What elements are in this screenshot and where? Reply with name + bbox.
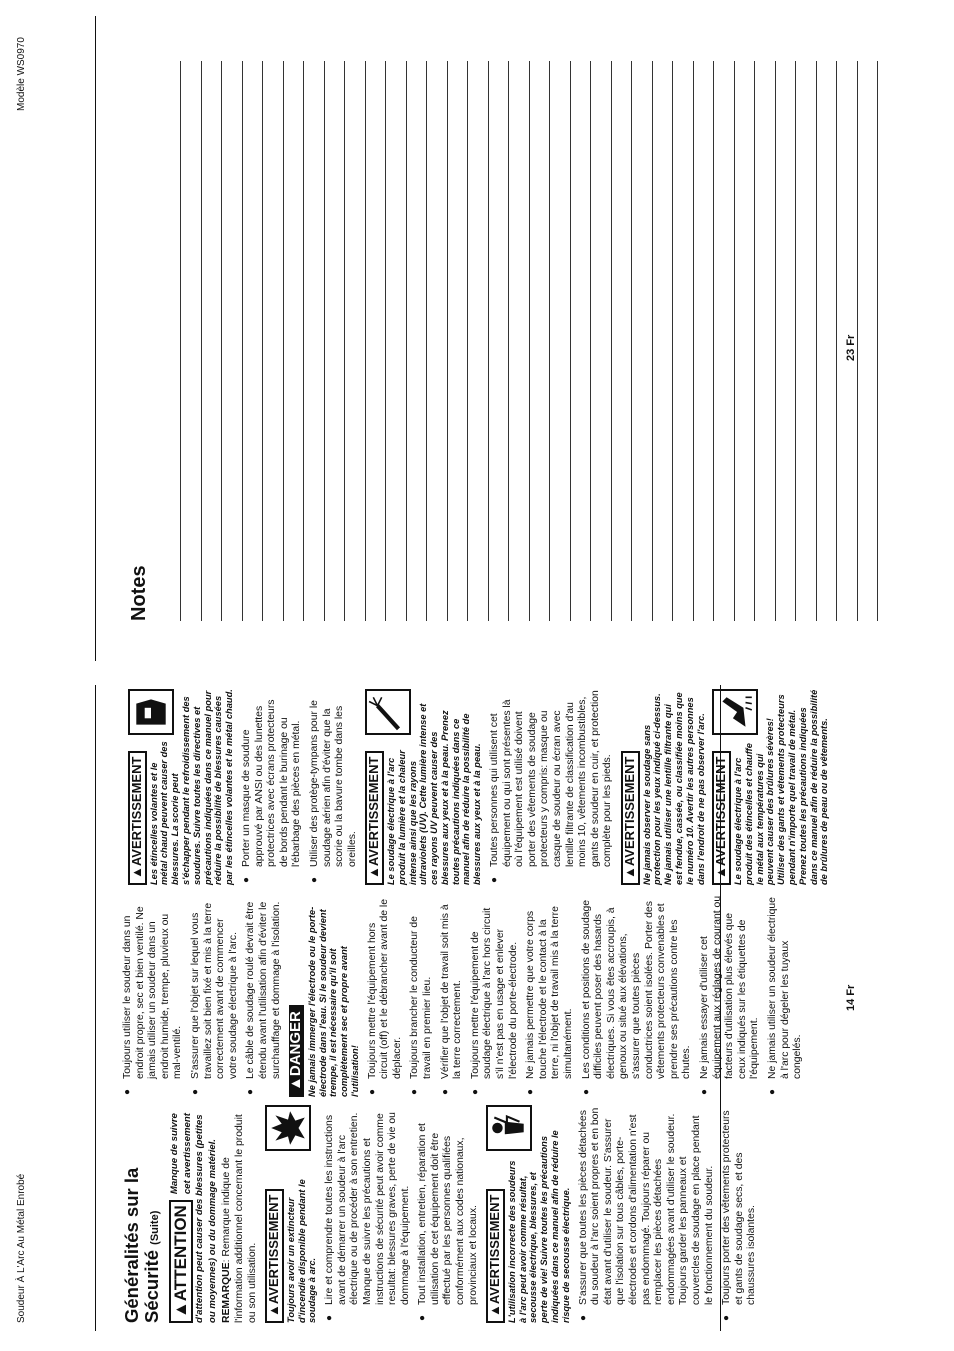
notes-rule-line <box>713 61 714 621</box>
warning-text: Le soudage électrique à l'arc produit des étincelles et chauffe le métal aux températures qui peuvent causer des brûlures sévères! Utiliser des gants et vêtements protecteurs pendant n'importe quel travail de métal. Prenez toutes les précautions indiquées dans ce manuel afin de réduire la possibilité de brûlures de peau ou de vêtements. <box>732 689 830 885</box>
list-item: ● S'assurer que toutes les pièces détachées du soudeur à l'arc soient propres et en bon état avant d'utiliser le soudeur. S'assurer que l'isolation sur tous câbles, porte-électrodes et cordons d'alimentation n'est pas endommagé. Toujours réparer ou remplacer les pièces détachées endommagées avant d'utiliser le soudeur. Toujours garder les panneaux et couvercles de soudage en place pendant le fonctionnement du soudeur. <box>578 1105 717 1323</box>
list-item: ● Toujours mettre l'équipement hors circuit (off) et le débrancher avant de le déplacer. <box>367 894 405 1097</box>
bullet-list-2 <box>578 1105 759 1323</box>
notes-rule-line <box>406 61 407 621</box>
warning-label: ▲AVERTISSEMENT <box>621 751 640 885</box>
bullet-list-3 <box>122 894 283 1097</box>
notes-rule-line <box>631 61 632 621</box>
attention-text: Manque de suivre cet avertissement d'attention peut causer des blessures (petites ou moyennes) ou du dommage matériel. <box>169 1113 218 1323</box>
notes-rule-line <box>754 61 755 621</box>
notes-rule-line <box>324 61 325 621</box>
danger-box <box>289 894 361 1097</box>
warning-electric-shock <box>486 1105 571 1323</box>
warning-label: ▲AVERTISSEMENT <box>128 751 147 885</box>
notes-rule-line <box>180 61 181 621</box>
bullet-list-6 <box>489 689 615 885</box>
notes-rule-line <box>426 61 427 621</box>
list-item: ● S'assurer que l'objet sur lequel vous travaillez soit bien fixé et mis à la terre correctement avant de commencer votre soudage électrique à l'arc. <box>190 894 240 1097</box>
page-number-right: 23 Fr <box>845 334 857 361</box>
list-item: ● Porter un masque de soudure approuvé par ANSI ou des lunettes protectrices avec écrans protecteurs de bords pendant le burinage ou l'ébarbage des pièces en métal. <box>241 689 304 885</box>
notes-rule-line <box>836 61 837 621</box>
page-title: Généralités sur la Sécurité (Suite) <box>121 1167 162 1323</box>
hot-hand-icon <box>712 689 758 735</box>
notes-rule-line <box>693 61 694 621</box>
column-1 <box>122 1105 765 1323</box>
list-item: ● Toutes personnes qui utilisent cet équipement ou qui sont présentes là où l'équipement est utilisé doivent porter des vêtements de soudage protecteurs y compris: masque ou casque de soudeur ou écran avec lentille filtrante de classification d'au moins 10, vêtements incombustibles, gants de soudeur en cuir, et protection complète pour les pieds. <box>489 689 615 885</box>
notes-rule-line <box>303 61 304 621</box>
notes-rule-line <box>795 61 796 621</box>
notes-title: Notes <box>128 565 150 621</box>
list-item: ● Ne jamais utiliser un soudeur électrique à l'arc pour dégeler les tuyaux congelés. <box>767 894 805 1097</box>
notes-rule-line <box>549 61 550 621</box>
list-item: ● Toujours mettre l'équipement de soudage électrique à l'arc hors circuit s'il n'est pas en usage et enlever l'électrode du porte-électrode. <box>470 894 520 1097</box>
warning-text: Le soudage électrique à l'arc produit la lumière et la chaleur intense ainsi que les rayons ultraviolets (UV). Cette lumière intense et ces rayons UV peuvent causer des blessures aux yeux et à la peau. Prenez toutes précautions indiquées dans ce manuel afin de réduire la possibilité de blessures aux yeux et à la peau. <box>385 703 483 885</box>
notes-rule-line <box>201 61 202 621</box>
list-item: ● Les conditions et positions de soudage difficiles peuvent poser des hasards électriques. Si vous êtes accroupis, à genoux ou situé aux élévations, s'assurer que toutes pièces conductrices soient isolées. Porter des vêtements protecteurs convenables et prendre ses précautions contre les chutes. <box>581 894 694 1097</box>
notes-rule-line <box>447 61 448 621</box>
notes-rule-line <box>283 61 284 621</box>
column-3 <box>122 689 836 885</box>
bullet-list-5 <box>241 689 359 885</box>
header-rule-left <box>95 685 96 1331</box>
danger-text: Ne jamais immerger l'électrode ou le porte-électrode dans l'eau. Si le soudeur devient trempe, il est nécessaire qu'il soit complètement sec et propre avant l'utilisation! <box>306 906 360 1097</box>
warning-text: Ne jamais observer le soudage sans protection pour les yeux indiqué ci-dessus. Ne jamais utiliser une lentille filtrante qui est fendue, cassée, ou classifiée moins que le numéro 10. Avertir les autres personnes dans l'endroit de ne pas observer l'arc. <box>641 692 706 885</box>
danger-label: ▲DANGER <box>289 1005 304 1097</box>
notes-rule-line <box>508 61 509 621</box>
warning-text: L'utilisation incorrecte des soudeurs à l'arc peut avoir comme résultat, secousse électrique, blessures, et perte de vie! Suivre toutes les précautions indiquées dans ce manuel afin de réduire le risque de secousse électrique. <box>506 1130 571 1323</box>
list-item: ● Toujours porter des vêtements protecteurs et gants de soudage secs, et des chaussures isolantes. <box>721 1105 759 1323</box>
warning-extinguisher <box>265 1105 318 1323</box>
notes-rule-line <box>672 61 673 621</box>
list-item: ● Toujours utiliser le soudeur dans un endroit propre, sec et bien ventilé. Ne jamais utiliser un soudeur dans un endroit humide, trempe, pluvieux ou mal-ventilé. <box>122 894 185 1097</box>
notes-rule-line <box>242 61 243 621</box>
warning-label: ▲AVERTISSEMENT <box>265 1189 284 1323</box>
attention-label: ▲ATTENTION <box>169 1200 193 1323</box>
notes-rule-line <box>611 61 612 621</box>
fire-icon <box>265 1105 311 1151</box>
list-item: ● Lire et comprendre toutes les instructions avant de démarrer un soudeur à l'arc électrique ou de procéder à son entretien. Manque de suivre les précautions et instructions de sécurité peut avoir comme resultat: blessures graves, perte de vie ou dommage à l'équipement. <box>324 1105 412 1323</box>
face-shield-icon <box>128 689 174 735</box>
notes-rule-line <box>344 61 345 621</box>
column-2 <box>122 894 811 1097</box>
warning-uv-light <box>365 689 483 885</box>
list-item: ● Le câble de soudage roulé devrait être étendu avant l'utilisation afin d'éviter le surchauffage et dommage à l'isolation. <box>245 894 283 1097</box>
notes-rule-line <box>652 61 653 621</box>
page-number-left: 14 Fr <box>845 984 857 1011</box>
notes-rule-line <box>365 61 366 621</box>
notes-rule-line <box>467 61 468 621</box>
notes-rule-line <box>221 61 222 621</box>
list-item: ● Utiliser des protège-tympans pour le soudage aérien afin d'éviter que la scorie ou la bavure tombe dans les oreilles. <box>309 689 359 885</box>
warning-label: ▲AVERTISSEMENT <box>365 751 384 885</box>
warning-burns <box>712 689 830 885</box>
list-item: ● Tout installation, entretien, réparation et utilisation de cet équipement doit être effectué par les personnes qualifiées conformément aux codes nationaux, provinciaux et locaux. <box>417 1105 480 1323</box>
notes-rule-line <box>385 61 386 621</box>
list-item: ● Vérifier que l'objet de travail soit mis à la terre correctement. <box>440 894 465 1097</box>
page-header-right: Modèle WS0970 <box>16 37 27 111</box>
welding-torch-icon <box>365 689 411 735</box>
electric-shock-icon <box>486 1105 532 1151</box>
remarque-paragraph: REMARQUE: Remarque indique de l'information additionnel concernant le produit ou son utilisation. <box>221 1114 258 1323</box>
page-header-left: Soudeur À L'Arc Au Métal Enrobé <box>16 1173 27 1323</box>
warning-label: ▲AVERTISSEMENT <box>486 1189 505 1323</box>
bullet-list-4 <box>367 894 805 1097</box>
notes-rule-line <box>877 61 878 621</box>
notes-rule-line <box>488 61 489 621</box>
warning-text: Les étincelles volantes et le métal chaud peuvent causer des blessures. La scorie peut s'échapper pendant le refroidissement des soudures. Suivre toutes les directives et précautions indiquées dans ce manuel pour réduire la possibilité de blessures causées par les étincelles volantes et le métal chaud. <box>148 689 235 885</box>
notes-rule-line <box>590 61 591 621</box>
notes-rule-line <box>262 61 263 621</box>
notes-rule-line <box>775 61 776 621</box>
warning-text: Toujours avoir un extincteur d'incendie disponible pendant le soudage à arc. <box>285 1179 318 1323</box>
notes-rule-line <box>570 61 571 621</box>
notes-rule-line <box>816 61 817 621</box>
warning-sparks <box>128 689 235 885</box>
header-rule-right <box>95 16 96 661</box>
notes-rule-line <box>529 61 530 621</box>
notes-rule-line <box>734 61 735 621</box>
list-item: ● Ne jamais essayer d'utiliser cet équipement aux réglages de courant ou facteurs d'utilisation plus élevés que ceux indiqués sur les étiquettes de l'équipement. <box>699 894 762 1097</box>
list-item: ● Ne jamais permettre que votre corps touche l'électrode et le contact à la terre, ni l'objet de travail mis à la terre simultanément. <box>525 894 575 1097</box>
attention-box <box>169 1105 219 1323</box>
warning-label: ▲AVERTISSEMENT <box>712 751 731 885</box>
bullet-list-1 <box>324 1105 480 1323</box>
warning-eye-protection <box>621 689 706 885</box>
list-item: ● Toujours brancher le conducteur de travail en premier lieu. <box>409 894 434 1097</box>
